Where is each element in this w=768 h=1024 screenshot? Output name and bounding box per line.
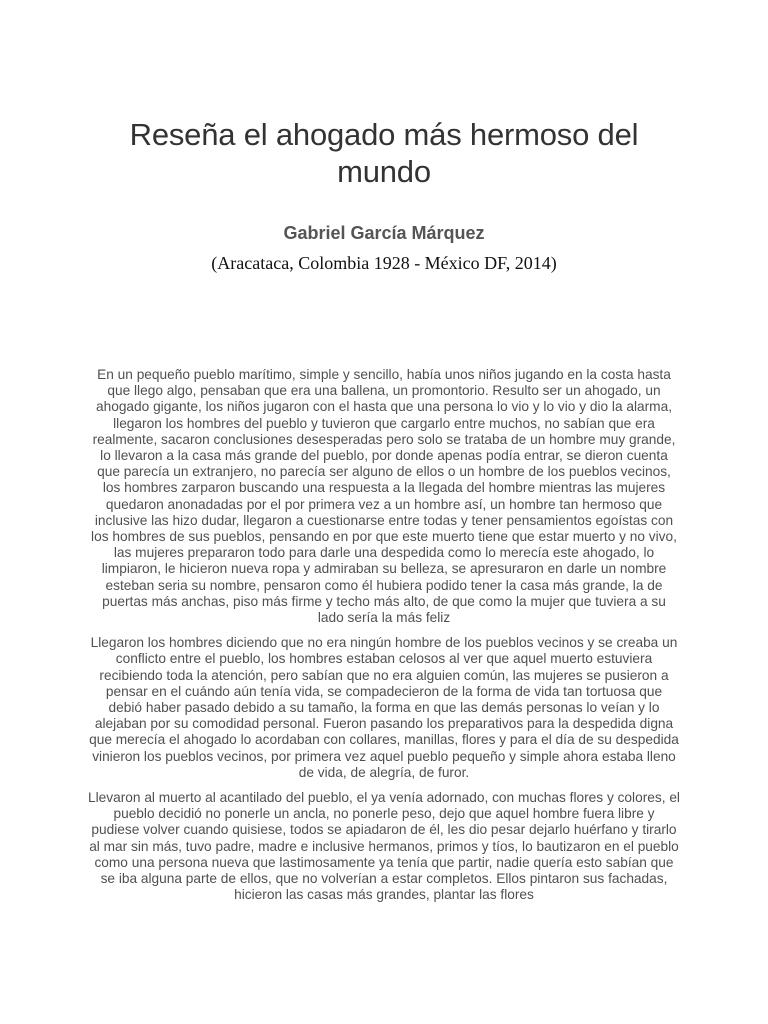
author-name: Gabriel García Márquez (283, 223, 485, 243)
page-title: Reseña el ahogado más hermoso del mundo (129, 117, 639, 189)
paragraph: Llegaron los hombres diciendo que no era ningún hombre de los pueblos vecinos y se creaba un conflicto entre el pueblo, los hombres estaban celosos al ver que aquel muerto estuviera recibiendo toda la atención, pero sabían que no era alguien común, las mujeres se pusieron a pensar en el cuándo aún tenía vida, se compadecieron de la forma de vida tan tortuosa que debió haber pasado debido a su tamaño, la forma en que las demás personas lo veían y lo alejaban por su comodidad personal. Fueron pasando los preparativos para la despedida digna que merecía el ahogado lo acordaban con collares, manillas, flores y para el día de su despedida vinieron los pueblos vecinos, por primera vez aquel pueblo pequeño y simple ahora estaba lleno de vida, de alegría, de furor. (89, 635, 679, 780)
author-dates: (Aracataca, Colombia 1928 - México DF, 2014) (211, 253, 557, 273)
paragraph: En un pequeño pueblo marítimo, simple y sencillo, había unos niños jugando en la costa hasta que llego algo, pensaban que era una ballena, un promontorio. Resulto ser un ahogado, un ahogado gigante, los niños jugaron con el hasta que una persona lo vio y lo vio y dio la alarma, llegaron los hombres del pueblo y tuvieron que cargarlo entre muchos, no sabían que era realmente, sacaron conclusiones desesperadas pero solo se trataba de un hombre muy grande, lo llevaron a la casa más grande del pueblo, por donde apenas podía entrar, se dieron cuenta que parecía un extranjero, no parecía ser alguno de ellos o un hombre de los pueblos vecinos, los hombres zarparon buscando una respuesta a la llegada del hombre mientras las mujeres quedaron anonadadas por el por primera vez a un hombre así, un hombre tan hermoso que inclusive las hizo dudar, llegaron a cuestionarse entre todas y tener pensamientos egoístas con los hombres de sus pueblos, pensando en por que este muerto tiene que estar muerto y no vivo, las mujeres prepararon todo para darle una despedida como lo merecía este ahogado, lo limpiaron, le hicieron nueva ropa y admiraban su belleza, se apresuraron en darle un nombre esteban seria su nombre, pensaron como él hubiera podido tener la casa más grande, la de puertas más anchas, piso más firme y techo más alto, de que como la mujer que tuviera a su lado sería la más feliz (91, 367, 677, 626)
paragraph: Llevaron al muerto al acantilado del pueblo, el ya venía adornado, con muchas flores y colores, el pueblo decidió no ponerle un ancla, no ponerle peso, dejo que aquel hombre fuera libre y pudiese volver cuando quisiese, todos se apiadaron de él, les dio pesar dejarlo huérfano y tirarlo al mar sin más, tuvo padre, madre e inclusive hermanos, primos y tíos, lo bautizaron en el pueblo como una persona nueva que lastimosamente ya tenía que partir, nadie quería esto sabían que se iba alguna parte de ellos, que no volverían a estar completos. Ellos pintaron sus fachadas, hicieron las casas más grandes, plantar las flores (88, 790, 680, 903)
body-text (88, 367, 680, 913)
